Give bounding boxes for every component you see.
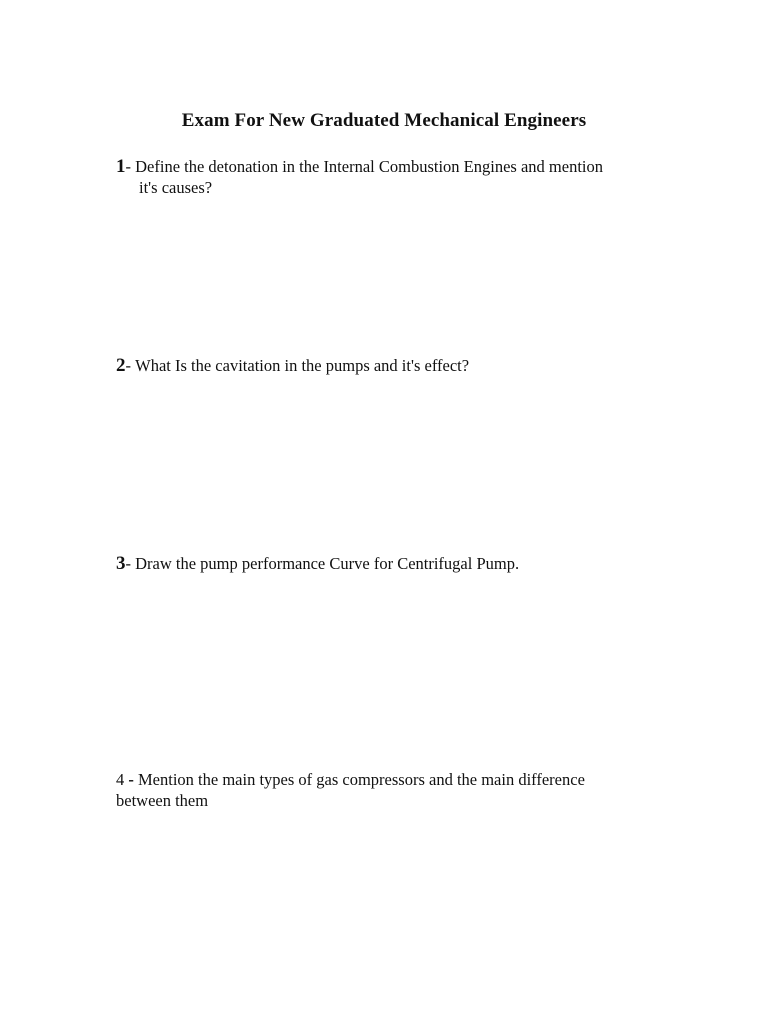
question-1-number: 1 xyxy=(116,156,126,177)
exam-title: Exam For New Graduated Mechanical Engineers xyxy=(181,110,587,131)
question-2-number: 2 xyxy=(116,355,126,376)
question-2-first-line xyxy=(116,355,676,376)
question-4 xyxy=(116,769,676,811)
question-4-text-line1: Mention the main types of gas compressors and the main difference xyxy=(138,770,585,789)
question-3-number: 3 xyxy=(116,553,126,574)
question-4-first-line xyxy=(116,769,676,790)
question-4-text-line2: between them xyxy=(116,791,209,810)
question-3-first-line xyxy=(116,553,676,574)
question-1-separator: - xyxy=(125,157,136,176)
question-4-number: 4 xyxy=(116,770,125,789)
question-2-text-line1: What Is the cavitation in the pumps and it's effect? xyxy=(135,356,470,375)
question-1-text-line1: Define the detonation in the Internal Combustion Engines and mention xyxy=(135,157,603,176)
question-1 xyxy=(116,156,676,198)
question-1-text-line2: it's causes? xyxy=(139,178,213,197)
question-2 xyxy=(116,355,676,376)
question-1-first-line xyxy=(116,156,676,177)
question-3-text-line1: Draw the pump performance Curve for Centrifugal Pump. xyxy=(135,554,520,573)
question-3-separator: - xyxy=(125,554,136,573)
question-2-separator: - xyxy=(125,356,136,375)
question-4-separator: - xyxy=(124,770,138,789)
question-3 xyxy=(116,553,676,574)
